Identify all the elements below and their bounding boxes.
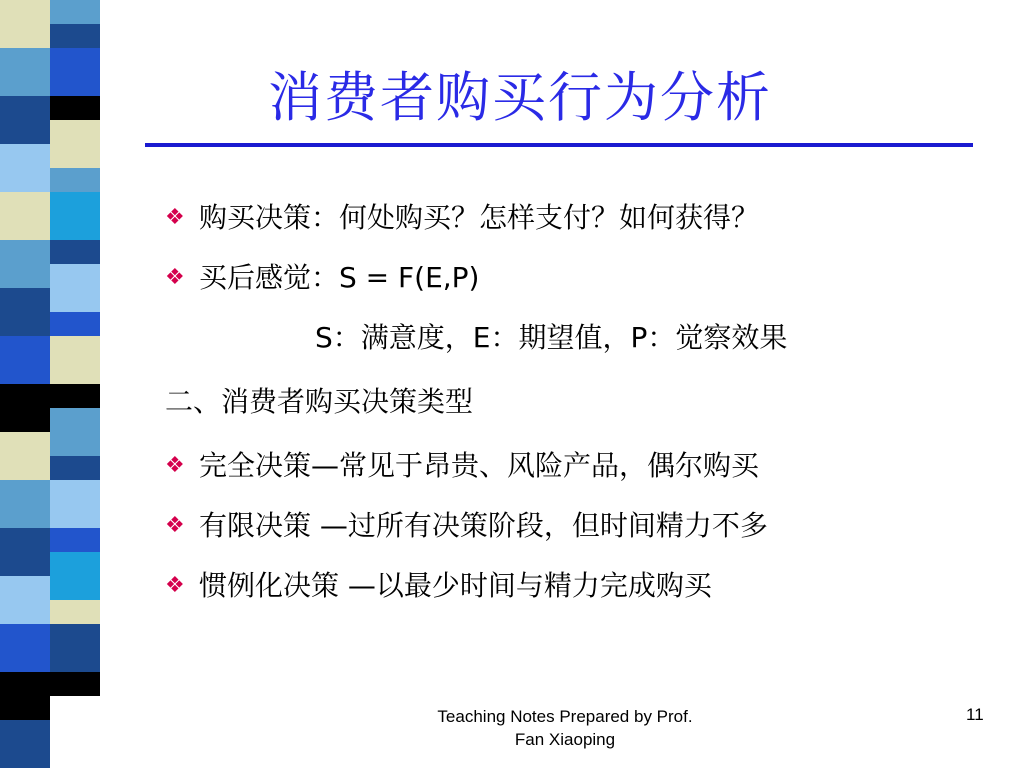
line-text: 完全决策—常见于昂贵、风险产品，偶尔购买 (199, 449, 760, 482)
line-text: 二、消费者购买决策类型 (165, 385, 474, 418)
line-text: 惯例化决策 —以最少时间与精力完成购买 (199, 569, 712, 602)
footer-line-2: Fan Xiaoping (514, 730, 616, 749)
footer-credit (395, 705, 735, 751)
line-post-purchase (165, 256, 479, 296)
line-formula-definitions (315, 316, 787, 356)
section-heading (165, 380, 473, 420)
strip-column-right (50, 0, 100, 768)
line-complete-decision (165, 444, 759, 484)
line-purchase-decision (165, 196, 759, 236)
footer-line-1: Teaching Notes Prepared by Prof. (437, 707, 693, 726)
line-text: 购买决策：何处购买？怎样支付？如何获得？ (199, 201, 760, 234)
decorative-left-strip (0, 0, 100, 768)
line-text: S：满意度，E：期望值，P：觉察效果 (315, 321, 788, 354)
diamond-bullet-icon: ❖ (165, 513, 185, 538)
diamond-bullet-icon: ❖ (165, 205, 185, 230)
slide-title: 消费者购买行为分析 (268, 66, 772, 129)
strip-column-left (0, 0, 50, 768)
line-text: 有限决策 —过所有决策阶段，但时间精力不多 (199, 509, 768, 542)
diamond-bullet-icon: ❖ (165, 265, 185, 290)
title-underline (145, 143, 973, 147)
diamond-bullet-icon: ❖ (165, 453, 185, 478)
page-number: 11 (966, 705, 984, 724)
line-routine-decision (165, 564, 712, 604)
diamond-bullet-icon: ❖ (165, 573, 185, 598)
line-text: 买后感觉：S = F(E,P) (199, 261, 480, 294)
line-limited-decision (165, 504, 768, 544)
